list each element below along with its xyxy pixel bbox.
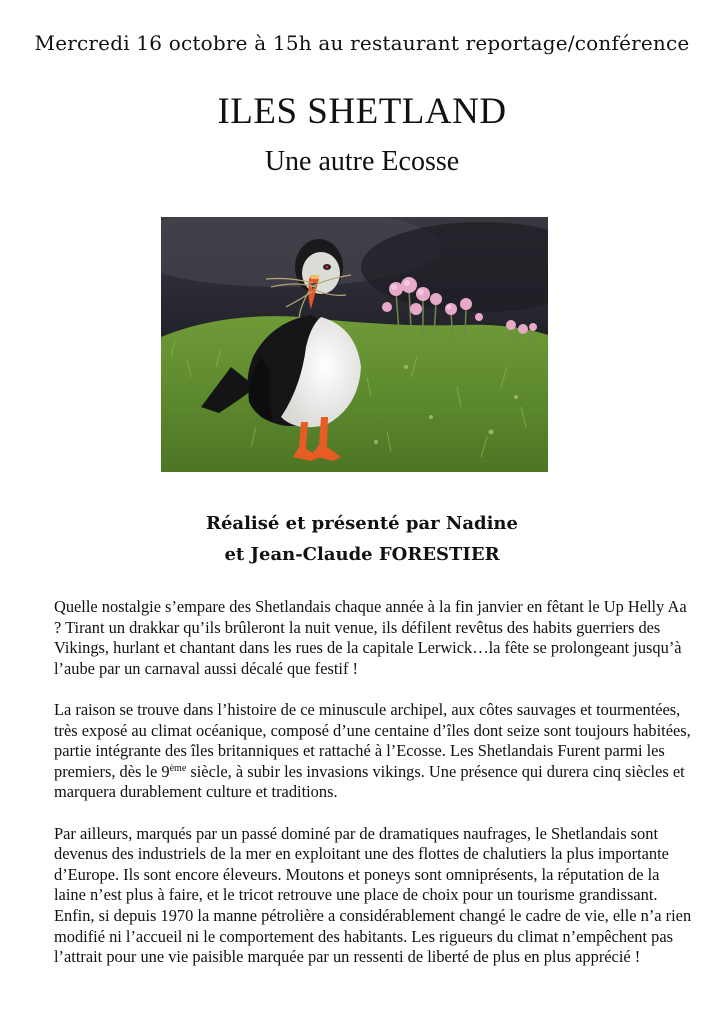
paragraph-1: Quelle nostalgie s’empare des Shetlandais chaque année à la fin janvier en fêtant le Up Helly Aa ? Tirant un drakkar qu’ils brûleront la nuit venue, ils défilent revêtus des habits guerriers des Vikings, hurlant et chantant dans les rues de la capitale Lerwick…la fête se prolongeant jusqu’à l’aube par un carnaval aussi décalé que festif ! <box>54 597 687 678</box>
puffin-photo <box>161 217 548 472</box>
credits-line-1: Réalisé et présenté par Nadine <box>206 513 518 534</box>
credits-line-2: et Jean-Claude FORESTIER <box>224 544 500 565</box>
article-body <box>54 597 694 988</box>
page-title: ILES SHETLAND <box>217 91 507 132</box>
superscript-eme: ème <box>169 762 187 774</box>
paragraph-2 <box>54 700 694 803</box>
page-subtitle: Une autre Ecosse <box>264 146 460 177</box>
paragraph-3: Par ailleurs, marqués par un passé dominé par de dramatiques naufrages, le Shetlandais sont devenus des industriels de la mer en exploitant une des flottes de chalutiers la plus importante d’Europe. Ils sont encore éleveurs. Moutons et poneys sont omniprésents, la réputation de la laine n’est plus à faire, et le tricot retrouve une place de choix pour un tourisme grandissant. Enfin, si depuis 1970 la manne pétrolière a considérablement changé le cadre de vie, elle n’a rien modifié ni l’accueil ni le comportement des habitants. Les rigueurs du climat n’empêchent pas l’attrait pour une vie paisible marquée par un ressenti de liberté de plus en plus apprécié ! <box>54 823 692 967</box>
event-announcement: Mercredi 16 octobre à 15h au restaurant reportage/conférence <box>34 31 690 55</box>
credits <box>0 508 724 570</box>
paragraph-2-start: La raison se trouve dans l’histoire de ce minuscule archipel, aux côtes sauvages et tourmentées, très exposé au climat océanique, composé d’une centaine d’îles dont seize sont toujours habitées, partie intégrante des îles britanniques et rattaché à l’Ecosse. Les Shetlandais Furent parmi les premiers, dès le 9 <box>54 699 691 781</box>
paragraph-2-end: siècle, à subir les invasions vikings. Une présence qui durera cinq siècles et marquera durablement culture et traditions. <box>54 761 685 802</box>
